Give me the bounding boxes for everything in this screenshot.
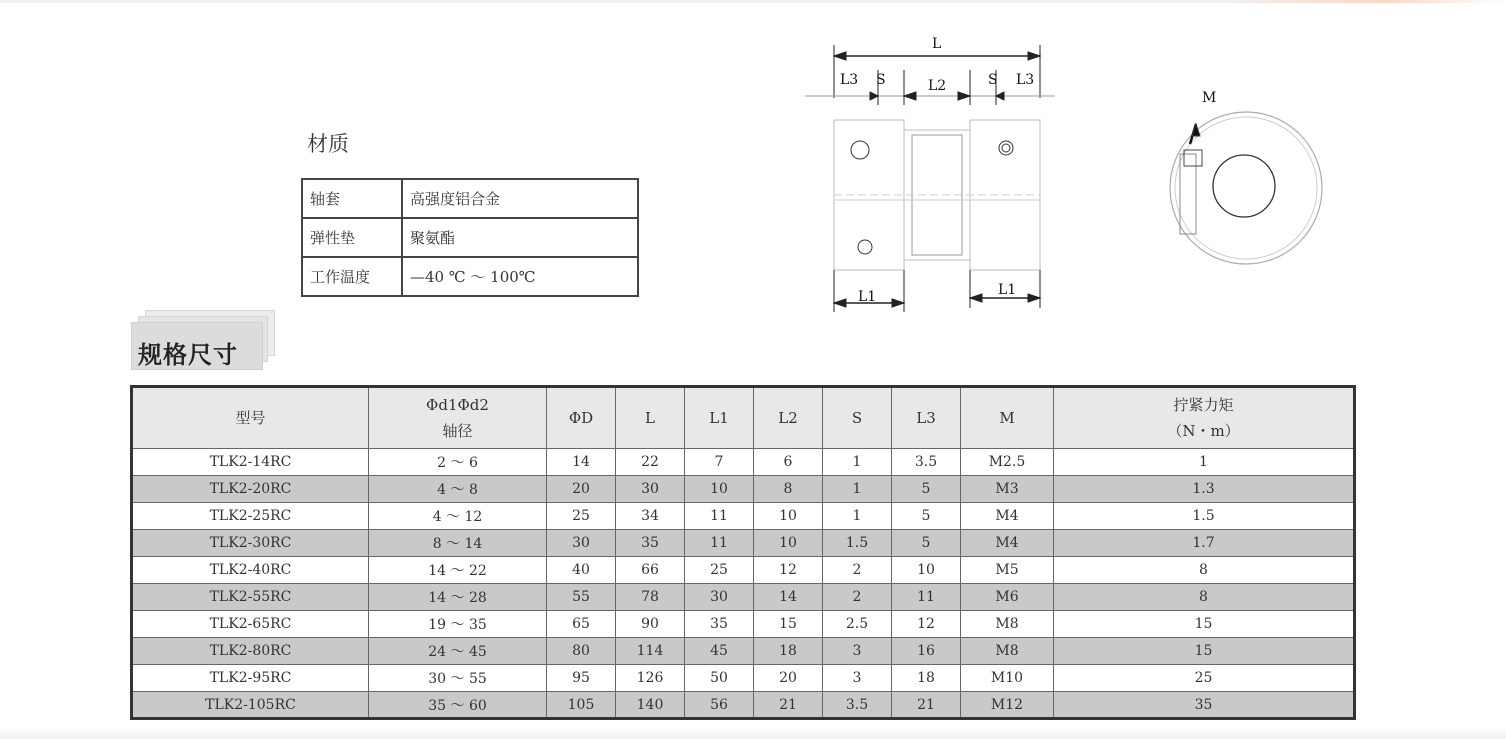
spec-cell: 6 — [754, 449, 823, 476]
spec-cell: 1 — [823, 503, 892, 530]
spec-cell: 3.5 — [892, 449, 961, 476]
spec-cell: 3 — [823, 665, 892, 692]
dim-label-L3-left: L3 — [840, 72, 859, 88]
spec-cell: 30 — [616, 476, 685, 503]
dim-label-S-left: S — [876, 72, 886, 88]
material-value: —40 ℃ ～ 100℃ — [402, 257, 638, 296]
spec-cell: 35 ～ 60 — [369, 692, 547, 719]
spec-cell: 15 — [1054, 638, 1355, 665]
material-table — [301, 178, 639, 297]
spec-cell: 2.5 — [823, 611, 892, 638]
spec-cell: 8 — [1054, 557, 1355, 584]
spec-cell: M8 — [961, 611, 1054, 638]
spec-cell: 14 ～ 22 — [369, 557, 547, 584]
spec-title: 规格尺寸 — [138, 340, 238, 369]
spec-cell: 55 — [547, 584, 616, 611]
spec-cell: 78 — [616, 584, 685, 611]
material-row — [302, 179, 638, 218]
spec-cell: 90 — [616, 611, 685, 638]
col-header-L3: L3 — [892, 387, 961, 449]
col-header-torque: 拧紧力矩 （N・m） — [1054, 387, 1355, 449]
spec-cell: 12 — [754, 557, 823, 584]
spec-cell: M4 — [961, 530, 1054, 557]
dim-label-M: M — [1202, 90, 1217, 106]
spec-cell: 35 — [685, 611, 754, 638]
spec-cell: 66 — [616, 557, 685, 584]
material-key: 轴套 — [302, 179, 402, 218]
spec-cell: 10 — [754, 503, 823, 530]
spec-cell: 105 — [547, 692, 616, 719]
spec-table-row — [132, 503, 1355, 530]
material-key: 弹性垫 — [302, 218, 402, 257]
spec-cell: 2 — [823, 584, 892, 611]
spec-cell: 14 — [547, 449, 616, 476]
spec-cell: 8 — [754, 476, 823, 503]
spec-cell: 126 — [616, 665, 685, 692]
spec-cell: 30 — [685, 584, 754, 611]
spec-cell: M10 — [961, 665, 1054, 692]
col-header-model: 型号 — [132, 387, 369, 449]
spec-cell: TLK2-14RC — [132, 449, 369, 476]
spec-cell: TLK2-80RC — [132, 638, 369, 665]
spec-cell: TLK2-25RC — [132, 503, 369, 530]
col-header-D: ΦD — [547, 387, 616, 449]
spec-cell: 11 — [892, 584, 961, 611]
material-value: 聚氨酯 — [402, 218, 638, 257]
spec-cell: 21 — [754, 692, 823, 719]
spec-cell: 14 — [754, 584, 823, 611]
spec-cell: 1 — [823, 476, 892, 503]
spec-cell: 20 — [547, 476, 616, 503]
spec-cell: 2 ～ 6 — [369, 449, 547, 476]
spec-cell: 11 — [685, 503, 754, 530]
spec-cell: 1.7 — [1054, 530, 1355, 557]
spec-cell: 95 — [547, 665, 616, 692]
spec-cell: 114 — [616, 638, 685, 665]
spec-cell: 34 — [616, 503, 685, 530]
top-divider — [0, 0, 1506, 3]
spec-cell: 12 — [892, 611, 961, 638]
spec-cell: 14 ～ 28 — [369, 584, 547, 611]
spec-cell: TLK2-65RC — [132, 611, 369, 638]
spec-cell: 1.3 — [1054, 476, 1355, 503]
spec-cell: 3.5 — [823, 692, 892, 719]
spec-cell: 10 — [754, 530, 823, 557]
spec-cell: 22 — [616, 449, 685, 476]
spec-cell: 21 — [892, 692, 961, 719]
spec-cell: 4 ～ 12 — [369, 503, 547, 530]
spec-cell: 140 — [616, 692, 685, 719]
spec-cell: 15 — [754, 611, 823, 638]
spec-cell: 25 — [1054, 665, 1355, 692]
spec-table-row — [132, 584, 1355, 611]
col-header-L2: L2 — [754, 387, 823, 449]
spec-table-body — [132, 449, 1355, 719]
spec-header-row — [132, 387, 1355, 449]
spec-cell: TLK2-95RC — [132, 665, 369, 692]
spec-cell: 1 — [1054, 449, 1355, 476]
spec-cell: M4 — [961, 503, 1054, 530]
dim-label-L1-left: L1 — [858, 289, 877, 305]
coupling-side-view-drawing — [800, 30, 1060, 320]
spec-cell: 4 ～ 8 — [369, 476, 547, 503]
spec-cell: 25 — [685, 557, 754, 584]
spec-cell: 3 — [823, 638, 892, 665]
spec-cell: 18 — [754, 638, 823, 665]
spec-cell: 1 — [823, 449, 892, 476]
spec-cell: 35 — [1054, 692, 1355, 719]
spec-cell: 8 ～ 14 — [369, 530, 547, 557]
spec-cell: 10 — [685, 476, 754, 503]
spec-cell: M12 — [961, 692, 1054, 719]
spec-cell: 45 — [685, 638, 754, 665]
spec-cell: 20 — [754, 665, 823, 692]
spec-cell: 16 — [892, 638, 961, 665]
spec-cell: 65 — [547, 611, 616, 638]
spec-cell: M5 — [961, 557, 1054, 584]
spec-cell: 11 — [685, 530, 754, 557]
material-key: 工作温度 — [302, 257, 402, 296]
spec-cell: M2.5 — [961, 449, 1054, 476]
coupling-end-view-drawing — [1160, 80, 1330, 280]
spec-cell: 8 — [1054, 584, 1355, 611]
spec-cell: 80 — [547, 638, 616, 665]
spec-cell: 24 ～ 45 — [369, 638, 547, 665]
spec-cell: 1.5 — [823, 530, 892, 557]
spec-cell: 35 — [616, 530, 685, 557]
spec-cell: 18 — [892, 665, 961, 692]
material-value: 高强度铝合金 — [402, 179, 638, 218]
dim-label-L2: L2 — [928, 78, 947, 94]
col-header-S: S — [823, 387, 892, 449]
dim-label-L1-right: L1 — [998, 282, 1017, 298]
material-row — [302, 257, 638, 296]
spec-cell: 10 — [892, 557, 961, 584]
spec-cell: 56 — [685, 692, 754, 719]
spec-cell: 40 — [547, 557, 616, 584]
spec-table-row — [132, 557, 1355, 584]
material-row — [302, 218, 638, 257]
spec-cell: M8 — [961, 638, 1054, 665]
spec-cell: M3 — [961, 476, 1054, 503]
col-header-M: M — [961, 387, 1054, 449]
spec-cell: 5 — [892, 503, 961, 530]
dim-label-S-right: S — [988, 72, 998, 88]
spec-cell: M6 — [961, 584, 1054, 611]
spec-cell: 30 — [547, 530, 616, 557]
col-header-L: L — [616, 387, 685, 449]
spec-table-row — [132, 449, 1355, 476]
spec-table-row — [132, 530, 1355, 557]
spec-cell: TLK2-30RC — [132, 530, 369, 557]
spec-cell: 5 — [892, 530, 961, 557]
spec-cell: 2 — [823, 557, 892, 584]
bottom-divider — [0, 728, 1506, 739]
spec-cell: 5 — [892, 476, 961, 503]
spec-table — [130, 385, 1356, 720]
spec-cell: 7 — [685, 449, 754, 476]
dim-label-L: L — [932, 36, 942, 52]
dim-label-L3-right: L3 — [1016, 72, 1035, 88]
spec-cell: 19 ～ 35 — [369, 611, 547, 638]
spec-table-row — [132, 476, 1355, 503]
spec-cell: TLK2-55RC — [132, 584, 369, 611]
col-header-L1: L1 — [685, 387, 754, 449]
spec-table-row — [132, 692, 1355, 719]
spec-table-row — [132, 665, 1355, 692]
spec-cell: 30 ～ 55 — [369, 665, 547, 692]
material-title: 材质 — [307, 132, 349, 156]
spec-cell: 50 — [685, 665, 754, 692]
spec-cell: TLK2-105RC — [132, 692, 369, 719]
spec-table-row — [132, 638, 1355, 665]
spec-cell: TLK2-40RC — [132, 557, 369, 584]
spec-cell: TLK2-20RC — [132, 476, 369, 503]
spec-cell: 1.5 — [1054, 503, 1355, 530]
spec-table-row — [132, 611, 1355, 638]
spec-cell: 25 — [547, 503, 616, 530]
spec-cell: 15 — [1054, 611, 1355, 638]
col-header-shaft-diameter: Φd1Φd2 轴径 — [369, 387, 547, 449]
